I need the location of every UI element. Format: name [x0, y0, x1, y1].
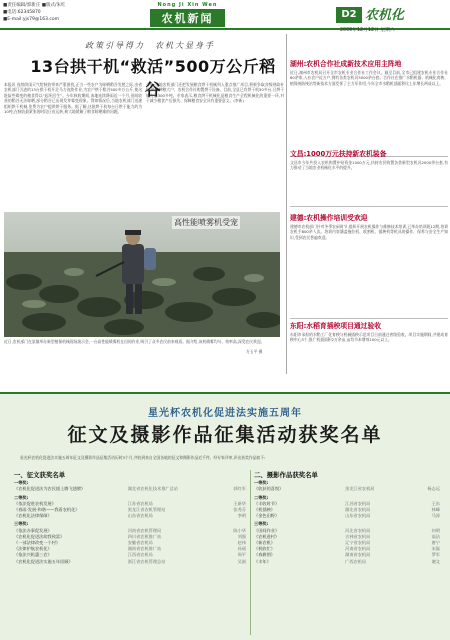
work-author: 杨志远 — [427, 486, 440, 492]
work-title: 《一部法律改变一个村》 — [14, 540, 61, 546]
brief-body: 近日,湖州市农机局召开全市农机专业合作社工作会议。截至目前,全市已组建农机专业合作社80余家,入社农户近万户,拥有各类农机具3000余台套。合作社在推广水稻机插、机械化育秧、植保统防统治等新技术方面发挥了主力军作用,今年全市水稻机插面积比上年增长两成以上。 — [290, 70, 448, 86]
brief-place: 文昌 — [290, 150, 304, 158]
work-title: 《法律护航农机化》 — [14, 546, 52, 552]
brief-title: :水稻育插秧项目通过验收 — [303, 322, 382, 330]
work-organization: 山东省农机局 — [345, 513, 371, 519]
work-organization: 湖北省农机局 — [345, 507, 371, 513]
work-author: 张秀芬 — [233, 507, 246, 513]
work-title: 《依法兴机惠三农》 — [14, 552, 52, 558]
brief-jiande[interactable] — [290, 212, 448, 322]
award-level-label: 三等奖: — [14, 521, 29, 527]
work-organization: 黑龙江省农机局 — [345, 486, 375, 492]
brief-place: 东阳 — [290, 322, 304, 330]
work-author: 高洁 — [431, 533, 440, 539]
brief-body: 文昌市今年共投入农机购置补贴资金1000万元,扶持农民购置各类新型农机具2000余台套,有力推动了当地农业机械化水平的提升。 — [290, 160, 448, 171]
column-divider — [286, 34, 287, 374]
lead-headline[interactable]: 13台拱干机“救活”500万公斤稻谷 — [30, 57, 276, 99]
work-title: 《新农机》 — [254, 540, 275, 546]
feature-title[interactable]: 征文及摄影作品征集活动获奖名单 — [67, 424, 383, 446]
brand-logo: 农机化 — [365, 8, 405, 23]
work-organization: 安徽省农机局 — [127, 540, 153, 546]
award-row — [14, 486, 246, 492]
brief-body: 建德市农机部门针对冬季农闲时节,组织开展农机操作与维修技术培训,已举办培训班12期,培训农机手800余人次。培训内容涵盖拖拉机、收割机、插秧机等机具的操作、保养与安全生产知识,受到农民普遍欢迎。 — [290, 224, 448, 240]
award-row — [254, 486, 440, 492]
contact-line: ■E-mail:yjs79@163.com — [3, 17, 59, 22]
work-organization: 河南省农机管理局 — [127, 527, 162, 533]
section-pinyin: Nong Ji Xin Wen — [157, 2, 218, 8]
work-title: 《机插秧》 — [254, 507, 275, 513]
work-organization: 四川省农机推广站 — [127, 533, 162, 539]
essay-award-list — [14, 470, 246, 565]
work-organization: 河南省农机局 — [345, 546, 371, 552]
work-title: 《田间作业》 — [254, 527, 280, 533]
work-author: 赵伟 — [237, 540, 246, 546]
work-author: 陈小华 — [233, 527, 246, 533]
work-author: 王东 — [431, 500, 440, 506]
brief-headline — [290, 212, 448, 222]
work-author: 罗军 — [431, 552, 440, 558]
work-title: 《春雨·发展·和谐——我看农机化》 — [14, 507, 80, 513]
work-title: 《丰收时节》 — [254, 500, 280, 506]
photo-credit: 方玉平 摄 — [246, 349, 263, 354]
work-organization: 浙江省农机管理总站 — [127, 558, 166, 564]
lead-body-col2: 今年,当地农机部门还把发展粮食烘干机械列入重点推广项目,积极争取各级财政补贴,鼓励种粮大户、农机合作社购置烘干设备。目前,全县已有烘干机30多台,日烘干能力达300多吨。专家表示,粮食烘干机械化是粮食生产全程机械化的重要一环,对于减少粮食产后损失、保障粮食安全具有重要意义。(李新) — [146, 82, 284, 104]
award-row — [254, 513, 440, 519]
field-sprayer-image — [4, 212, 280, 337]
work-organization: 江西省农机局 — [127, 552, 153, 558]
work-author: 周平 — [237, 552, 246, 558]
lead-photo[interactable] — [4, 212, 280, 337]
brief-wenchang[interactable] — [290, 148, 448, 210]
lead-body-col1: 本报讯 连续阴雨天气给秋收带来严重困扰,正当一些农户为晾晒稻谷发愁之际,由省农机部门引进的13台拱干机开足马力连续作业,为农户烘干稻谷500多万公斤,使这批险些霉变的粮食得以“起死回生”。今年秋收期间,该地连续降雨近一个月,田间收获的稻谷无法晾晒,部分稻谷已出现发芽霉变现象。得知情况后,当地农机部门迅速组织烘干机械,免费为农户提供烘干服务。据了解,这批烘干机每台日烘干能力约为10吨,在秋收最紧张的时段日夜运转,极大地缓解了粮食晾晒难的问题。 — [4, 82, 142, 115]
work-organization: 广西农机局 — [345, 558, 367, 564]
work-author: 唐宁 — [431, 540, 440, 546]
brief-separator — [290, 206, 448, 207]
work-author: 郭红军 — [233, 486, 246, 492]
award-level-label: 二等奖: — [14, 494, 29, 500]
brief-headline — [290, 148, 448, 158]
brief-huzhou[interactable] — [290, 58, 448, 160]
award-row — [14, 513, 246, 519]
work-title: 《机收忙》 — [254, 546, 275, 552]
brief-dongyang[interactable] — [290, 320, 448, 388]
work-title: 《春耕图》 — [254, 552, 275, 558]
work-title: 《依法办事促发展》 — [14, 527, 52, 533]
work-title: 《农机化促进法为农民插上腾飞翅膀》 — [14, 486, 86, 492]
work-organization: 辽宁省农机局 — [345, 540, 371, 546]
list-heading: 二、摄影作品获奖名单 — [254, 471, 318, 479]
work-title: 《金色田野》 — [254, 513, 280, 519]
work-title: 《农机化法律保障》 — [14, 513, 52, 519]
feature-subtitle: 星光杯农机化促进法实施五周年 — [148, 408, 302, 419]
photo-inset-title: 高性能喷雾机受宠 — [174, 218, 238, 227]
work-author: 孙丽 — [237, 546, 246, 552]
section-title: 农机新闻 — [150, 9, 225, 27]
contact-line: ■责任编辑/郭新庄 ■版式/朱红 — [3, 3, 66, 8]
award-row — [254, 559, 440, 565]
brief-separator — [290, 318, 448, 319]
brief-body: 东阳市承担的水稻工厂化育秧与机械插秧示范项目日前通过省级验收。项目实施期间,共建成育秧中心3个,推广机插面积2万余亩,亩均节本增效100元以上。 — [290, 332, 448, 343]
list-heading: 一、征文获奖名单 — [14, 471, 66, 479]
brief-title: :1000万元扶持新农机装备 — [303, 150, 387, 158]
work-organization: 湖南省农机局 — [345, 552, 371, 558]
contact-line: ■电话:62345870 — [3, 10, 41, 15]
brief-place: 湖州 — [290, 60, 304, 68]
work-author: 林峰 — [431, 507, 440, 513]
work-author: 何明 — [431, 527, 440, 533]
award-level-label: 二等奖: — [254, 494, 269, 500]
work-author: 宋磊 — [431, 546, 440, 552]
work-title: 《丰年》 — [254, 558, 271, 564]
work-organization: 湖南省农机推广站 — [127, 546, 162, 552]
work-title: 《依法促进农机发展》 — [14, 500, 56, 506]
work-title: 《农机进村》 — [254, 533, 280, 539]
issue-date: 2009年12月12日 星期六 — [340, 28, 395, 33]
work-organization: 黑龙江省农机管理站 — [127, 507, 166, 513]
work-author: 刘强 — [237, 533, 246, 539]
brief-headline — [290, 58, 448, 68]
section-masthead — [150, 2, 225, 27]
work-author: 李明 — [237, 513, 246, 519]
work-organization: 湖北省农机化技术推广总站 — [127, 486, 178, 492]
work-author: 王新华 — [233, 500, 246, 506]
award-level-label: 一等奖: — [14, 480, 29, 486]
work-title: 《收获的喜悦》 — [254, 486, 284, 492]
work-organization: 河北省农机局 — [345, 527, 371, 533]
work-author: 吴刚 — [237, 558, 246, 564]
work-organization: 吉林省农机局 — [345, 533, 371, 539]
work-title: 《农机化促进法助我致富》 — [14, 533, 65, 539]
work-organization: 江苏省农机局 — [127, 500, 153, 506]
list-divider — [250, 470, 251, 635]
work-title: 《农机化促进法实施五年回顾》 — [14, 558, 73, 564]
work-author: 谢文 — [431, 558, 440, 564]
award-level-label: 三等奖: — [254, 521, 269, 527]
brief-title: :农机操作培训受欢迎 — [303, 214, 368, 222]
brief-headline — [290, 320, 448, 330]
editor-contact — [3, 2, 65, 23]
feature-intro: 星光杯农机化促进法实施五周年征文及摄影作品征集活动历时3个月,共收到来自全国各地的征文和摄影作品近千件。经专家评审,评出获奖作品如下: — [20, 455, 266, 460]
photo-caption: 近日,农机部门在某镇举办新型植保机械现场演示会,一台高性能喷雾机在田间作业,吸引了众多农民前来观看。据介绍,该机喷雾均匀、效率高,深受农民欢迎。 — [4, 339, 265, 344]
brief-place: 建德 — [290, 214, 304, 222]
page-code: D2 — [336, 7, 362, 23]
work-organization: 江苏省农机局 — [345, 500, 371, 506]
award-row — [14, 559, 246, 565]
brief-title: :农机合作社成新技术应用主阵地 — [303, 60, 402, 68]
photo-award-list — [254, 470, 440, 565]
lead-kicker: 政策引导得力 农机大显身手 — [85, 41, 215, 50]
award-level-label: 一等奖: — [254, 480, 269, 486]
work-organization: 山东省农机局 — [127, 513, 153, 519]
work-author: 马涛 — [431, 513, 440, 519]
